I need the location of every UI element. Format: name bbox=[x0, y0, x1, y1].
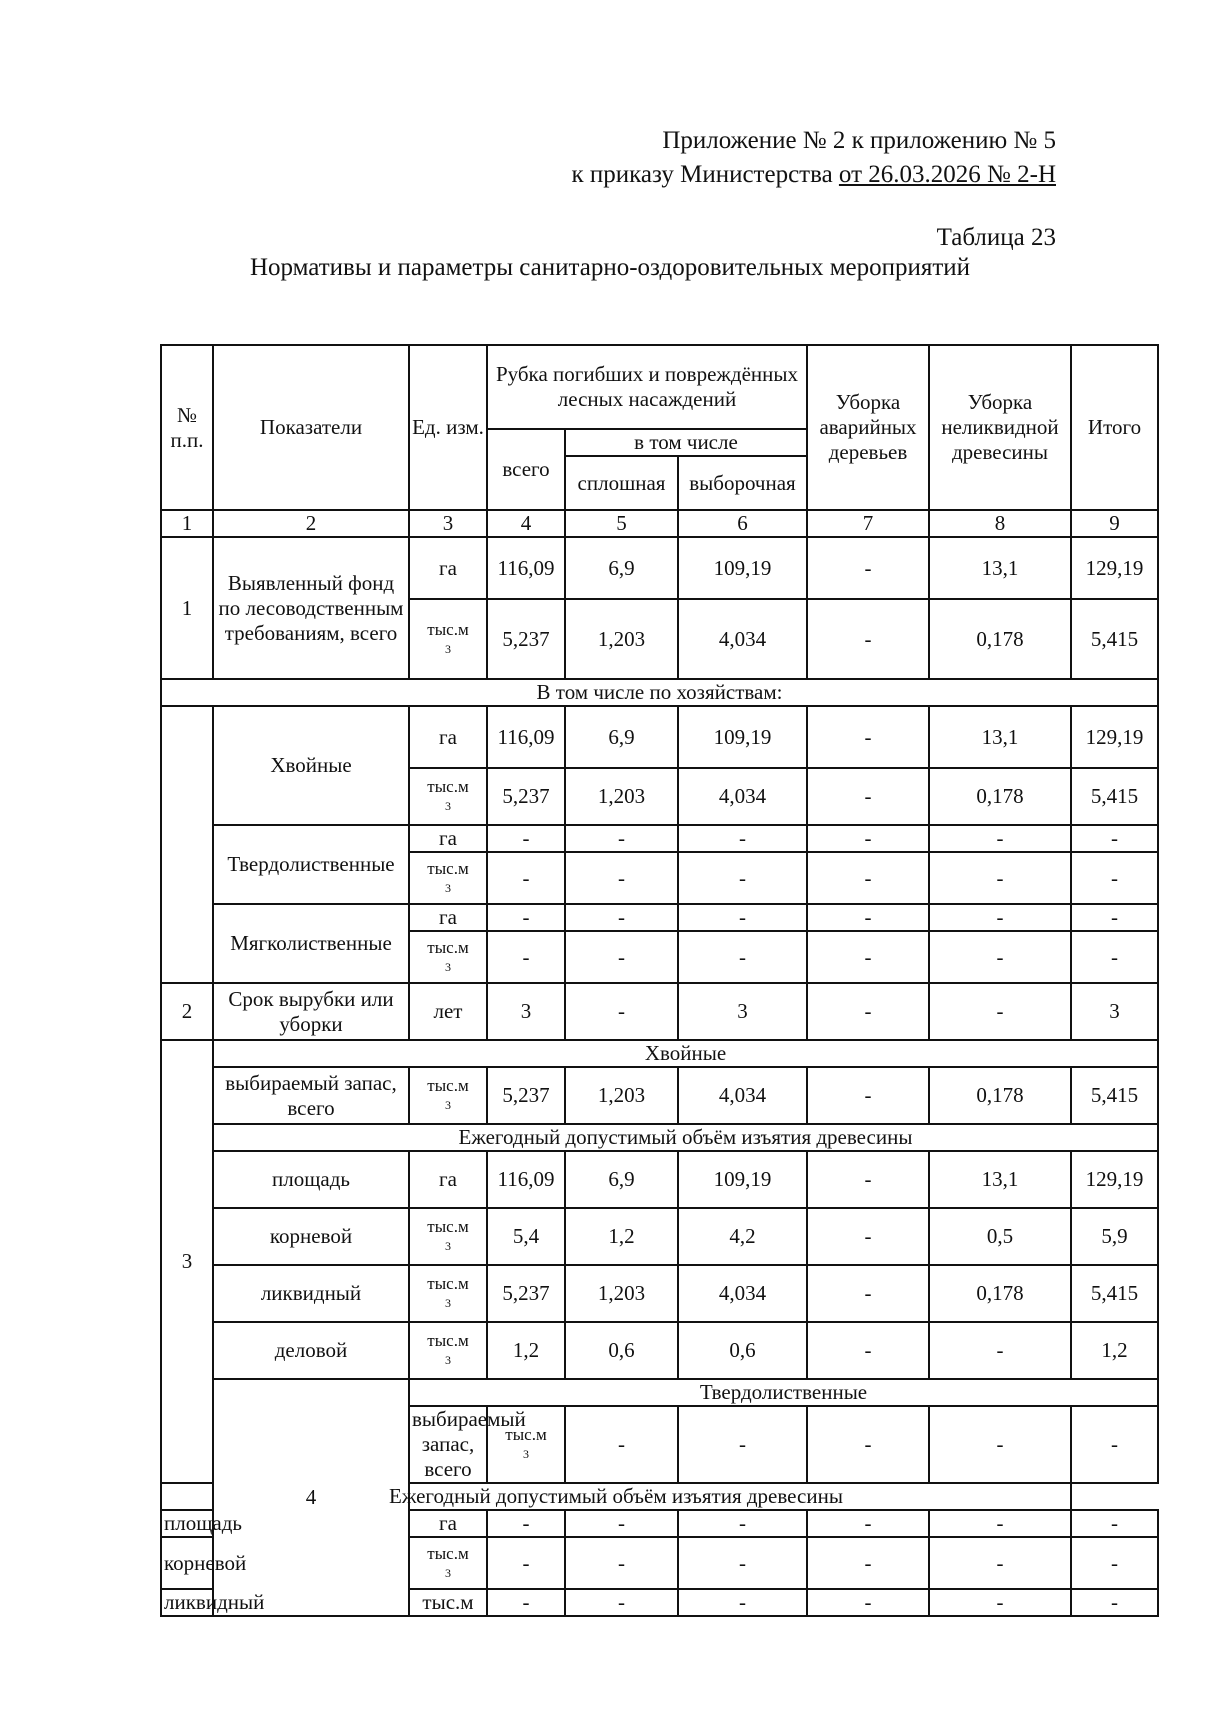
value-cell: 0,5 bbox=[929, 1208, 1071, 1265]
value-cell: - bbox=[565, 1589, 678, 1616]
value-cell: - bbox=[565, 1510, 678, 1537]
value-cell: - bbox=[929, 1537, 1071, 1589]
unit-cell bbox=[409, 852, 487, 904]
col-number: 9 bbox=[1071, 510, 1158, 537]
value-cell: - bbox=[565, 983, 678, 1040]
value-cell: - bbox=[929, 931, 1071, 983]
value-cell: 1,203 bbox=[565, 1265, 678, 1322]
value-cell: - bbox=[678, 852, 807, 904]
value-cell: 1,203 bbox=[565, 768, 678, 825]
value-cell: 3 bbox=[678, 983, 807, 1040]
header-unit: Ед. изм. bbox=[409, 345, 487, 510]
row-label: корневой bbox=[161, 1537, 213, 1589]
row-label: корневой bbox=[213, 1208, 409, 1265]
unit-cell: га bbox=[409, 537, 487, 599]
value-cell: - bbox=[678, 1537, 807, 1589]
row-label: выбираемый запас, всего bbox=[213, 1067, 409, 1124]
unit-text: тыс.м bbox=[427, 1274, 469, 1293]
value-cell: 13,1 bbox=[929, 537, 1071, 599]
col-number: 4 bbox=[487, 510, 565, 537]
value-cell: 116,09 bbox=[487, 706, 565, 768]
table-row bbox=[161, 1265, 1158, 1322]
value-cell: 116,09 bbox=[487, 537, 565, 599]
unit-cell: га bbox=[409, 1151, 487, 1208]
section-title: Хвойные bbox=[213, 1040, 1158, 1067]
value-cell: 0,178 bbox=[929, 1265, 1071, 1322]
value-cell: - bbox=[487, 1510, 565, 1537]
header-including: в том числе bbox=[565, 429, 807, 456]
table-row bbox=[161, 983, 1158, 1040]
unit-sup: 3 bbox=[445, 1565, 451, 1580]
value-cell: - bbox=[929, 852, 1071, 904]
unit-text: тыс.м bbox=[427, 777, 469, 796]
row-num: 3 bbox=[161, 1040, 213, 1483]
value-cell: 4,2 bbox=[678, 1208, 807, 1265]
value-cell: - bbox=[807, 706, 929, 768]
value-cell: - bbox=[929, 1589, 1071, 1616]
row-label: ликвидный bbox=[161, 1589, 213, 1616]
value-cell: - bbox=[929, 1406, 1071, 1483]
value-cell: - bbox=[1071, 852, 1158, 904]
table-row bbox=[161, 1322, 1158, 1379]
row-label: Твердолиственные bbox=[213, 825, 409, 904]
value-cell: 1,2 bbox=[1071, 1322, 1158, 1379]
unit-cell: га bbox=[409, 1510, 487, 1537]
value-cell: 1,203 bbox=[565, 1067, 678, 1124]
unit-text: тыс.м bbox=[505, 1425, 547, 1444]
value-cell: - bbox=[678, 1589, 807, 1616]
header-total-all: всего bbox=[487, 429, 565, 510]
value-cell: - bbox=[565, 931, 678, 983]
col-number: 1 bbox=[161, 510, 213, 537]
unit-cell bbox=[409, 931, 487, 983]
value-cell: 5,237 bbox=[487, 768, 565, 825]
value-cell: 5,237 bbox=[487, 1265, 565, 1322]
section-title: Ежегодный допустимый объём изъятия древесины bbox=[161, 1483, 1071, 1510]
value-cell: 5,9 bbox=[1071, 1208, 1158, 1265]
value-cell: - bbox=[807, 1151, 929, 1208]
unit-text: тыс.м bbox=[427, 1331, 469, 1350]
value-cell: - bbox=[565, 904, 678, 931]
header-nonliquid: Уборка неликвидной древесины bbox=[929, 345, 1071, 510]
value-cell: 109,19 bbox=[678, 537, 807, 599]
col-number: 5 bbox=[565, 510, 678, 537]
norms-table bbox=[160, 344, 1159, 1617]
value-cell: - bbox=[807, 852, 929, 904]
value-cell: - bbox=[487, 825, 565, 852]
unit-text: тыс.м bbox=[427, 1217, 469, 1236]
header-indicator: Показатели bbox=[213, 345, 409, 510]
table-row bbox=[161, 1208, 1158, 1265]
unit-sup: 3 bbox=[445, 1098, 451, 1112]
value-cell: 0,178 bbox=[929, 599, 1071, 679]
value-cell: - bbox=[565, 852, 678, 904]
section-title: Ежегодный допустимый объём изъятия древесины bbox=[213, 1124, 1158, 1151]
value-cell: 0,6 bbox=[565, 1322, 678, 1379]
value-cell: - bbox=[807, 537, 929, 599]
value-cell: 1,203 bbox=[565, 599, 678, 679]
header-emergency: Уборка аварийных деревьев bbox=[807, 345, 929, 510]
unit-sup: 3 bbox=[445, 880, 451, 895]
column-number-row bbox=[161, 510, 1158, 537]
value-cell: - bbox=[929, 983, 1071, 1040]
value-cell: - bbox=[1071, 1406, 1158, 1483]
value-cell: 6,9 bbox=[565, 706, 678, 768]
table-row bbox=[161, 537, 1158, 599]
unit-cell bbox=[409, 1322, 487, 1379]
col-number: 7 bbox=[807, 510, 929, 537]
row-num bbox=[161, 706, 213, 983]
unit-sup: 3 bbox=[445, 799, 451, 813]
value-cell: - bbox=[1071, 904, 1158, 931]
value-cell: - bbox=[929, 825, 1071, 852]
row-label: выбираемый запас, всего bbox=[409, 1406, 487, 1483]
unit-cell bbox=[409, 1537, 487, 1589]
value-cell: - bbox=[807, 1406, 929, 1483]
row-label: Срок вырубки или уборки bbox=[213, 983, 409, 1040]
unit-cell: га bbox=[409, 825, 487, 852]
page-title: Нормативы и параметры санитарно-оздоровительных мероприятий bbox=[249, 254, 971, 281]
value-cell: - bbox=[929, 1322, 1071, 1379]
col-number: 3 bbox=[409, 510, 487, 537]
appendix-prefix: к приказу Министерства bbox=[571, 161, 833, 188]
value-cell: 129,19 bbox=[1071, 537, 1158, 599]
value-cell: - bbox=[487, 1589, 565, 1616]
unit-text: тыс.м bbox=[427, 937, 469, 957]
unit-cell: га bbox=[409, 904, 487, 931]
row-label: площадь bbox=[161, 1510, 213, 1537]
unit-sup: 3 bbox=[445, 1296, 451, 1310]
unit-sup: 3 bbox=[445, 1239, 451, 1253]
unit-cell bbox=[409, 599, 487, 679]
header-num: № п.п. bbox=[161, 345, 213, 510]
value-cell: 5,415 bbox=[1071, 599, 1158, 679]
table-row bbox=[161, 1067, 1158, 1124]
unit-cell bbox=[409, 1265, 487, 1322]
value-cell: - bbox=[678, 1510, 807, 1537]
value-cell: 109,19 bbox=[678, 706, 807, 768]
col-number: 6 bbox=[678, 510, 807, 537]
appendix-line-2 bbox=[571, 158, 1056, 192]
value-cell: - bbox=[1071, 1510, 1158, 1537]
value-cell: 4,034 bbox=[678, 1265, 807, 1322]
value-cell: - bbox=[565, 1537, 678, 1589]
table-row bbox=[161, 904, 1158, 931]
value-cell: 13,1 bbox=[929, 1151, 1071, 1208]
unit-cell: лет bbox=[409, 983, 487, 1040]
value-cell: 4,034 bbox=[678, 1067, 807, 1124]
unit-text: тыс.м bbox=[427, 619, 469, 639]
unit-sup: 3 bbox=[523, 1447, 529, 1461]
unit-text: тыс.м bbox=[427, 1543, 469, 1563]
table-number: Таблица 23 bbox=[936, 224, 1056, 251]
value-cell: 6,9 bbox=[565, 537, 678, 599]
value-cell: 116,09 bbox=[487, 1151, 565, 1208]
unit-text: тыс.м bbox=[427, 858, 469, 878]
value-cell: - bbox=[807, 1589, 929, 1616]
table-row bbox=[161, 706, 1158, 768]
unit-text: тыс.м bbox=[427, 1076, 469, 1095]
row-label: Хвойные bbox=[213, 706, 409, 825]
value-cell: 109,19 bbox=[678, 1151, 807, 1208]
row-label: Выявленный фонд по лесоводственным требованиям, всего bbox=[213, 537, 409, 679]
value-cell: - bbox=[1071, 825, 1158, 852]
header-clear: сплошная bbox=[565, 456, 678, 510]
value-cell: - bbox=[678, 904, 807, 931]
unit-cell: га bbox=[409, 706, 487, 768]
row-label: площадь bbox=[213, 1151, 409, 1208]
table-row bbox=[161, 825, 1158, 852]
value-cell: 3 bbox=[487, 983, 565, 1040]
value-cell: - bbox=[807, 931, 929, 983]
value-cell: - bbox=[565, 825, 678, 852]
value-cell: - bbox=[807, 983, 929, 1040]
unit-sup: 3 bbox=[445, 959, 451, 974]
unit-sup: 3 bbox=[445, 1353, 451, 1367]
row-label: ликвидный bbox=[213, 1265, 409, 1322]
value-cell: 13,1 bbox=[929, 706, 1071, 768]
row-num: 2 bbox=[161, 983, 213, 1040]
table-row bbox=[161, 1151, 1158, 1208]
value-cell: 0,178 bbox=[929, 1067, 1071, 1124]
value-cell: - bbox=[807, 1265, 929, 1322]
header-selective: выборочная bbox=[678, 456, 807, 510]
row-label: деловой bbox=[213, 1322, 409, 1379]
value-cell: - bbox=[807, 1510, 929, 1537]
value-cell: - bbox=[1071, 931, 1158, 983]
value-cell: - bbox=[929, 904, 1071, 931]
value-cell: - bbox=[565, 1406, 678, 1483]
table-body bbox=[161, 345, 1158, 1616]
value-cell: - bbox=[807, 1537, 929, 1589]
value-cell: - bbox=[678, 931, 807, 983]
value-cell: - bbox=[807, 1208, 929, 1265]
value-cell: - bbox=[678, 1406, 807, 1483]
value-cell: 6,9 bbox=[565, 1151, 678, 1208]
value-cell: 0,178 bbox=[929, 768, 1071, 825]
col-number: 2 bbox=[213, 510, 409, 537]
value-cell: 129,19 bbox=[1071, 1151, 1158, 1208]
section-title: Твердолиственные bbox=[409, 1379, 1158, 1406]
value-cell: - bbox=[487, 852, 565, 904]
section-by-farm: В том числе по хозяйствам: bbox=[161, 679, 1158, 706]
value-cell: - bbox=[929, 1510, 1071, 1537]
col-number: 8 bbox=[929, 510, 1071, 537]
value-cell: - bbox=[678, 825, 807, 852]
value-cell: - bbox=[487, 904, 565, 931]
unit-sup: 3 bbox=[445, 641, 451, 656]
header-total: Итого bbox=[1071, 345, 1158, 510]
value-cell: 5,415 bbox=[1071, 1067, 1158, 1124]
row-num: 1 bbox=[161, 537, 213, 679]
value-cell: - bbox=[807, 768, 929, 825]
value-cell: - bbox=[807, 599, 929, 679]
value-cell: 1,2 bbox=[565, 1208, 678, 1265]
value-cell: 5,237 bbox=[487, 1067, 565, 1124]
unit-cell bbox=[409, 768, 487, 825]
value-cell: - bbox=[807, 1322, 929, 1379]
value-cell: - bbox=[1071, 1589, 1158, 1616]
value-cell: - bbox=[807, 825, 929, 852]
appendix-header bbox=[571, 124, 1056, 192]
value-cell: 4,034 bbox=[678, 768, 807, 825]
value-cell: 4,034 bbox=[678, 599, 807, 679]
unit-cell: тыс.м bbox=[409, 1589, 487, 1616]
value-cell: 0,6 bbox=[678, 1322, 807, 1379]
value-cell: 5,4 bbox=[487, 1208, 565, 1265]
value-cell: 5,415 bbox=[1071, 768, 1158, 825]
value-cell: - bbox=[1071, 1537, 1158, 1589]
row-num: 4 bbox=[213, 1379, 409, 1616]
unit-cell bbox=[409, 1067, 487, 1124]
value-cell: - bbox=[807, 904, 929, 931]
unit-cell bbox=[409, 1208, 487, 1265]
value-cell: - bbox=[807, 1067, 929, 1124]
value-cell: - bbox=[487, 1537, 565, 1589]
value-cell: 129,19 bbox=[1071, 706, 1158, 768]
value-cell: 1,2 bbox=[487, 1322, 565, 1379]
value-cell: 3 bbox=[1071, 983, 1158, 1040]
appendix-line-1: Приложение № 2 к приложению № 5 bbox=[662, 127, 1056, 154]
order-reference: от 26.03.2026 № 2-Н bbox=[838, 161, 1056, 188]
value-cell: 5,415 bbox=[1071, 1265, 1158, 1322]
header-cutting: Рубка погибших и повреждённых лесных насаждений bbox=[487, 345, 807, 429]
value-cell: - bbox=[487, 931, 565, 983]
row-label: Мягколиственные bbox=[213, 904, 409, 983]
value-cell: 5,237 bbox=[487, 599, 565, 679]
